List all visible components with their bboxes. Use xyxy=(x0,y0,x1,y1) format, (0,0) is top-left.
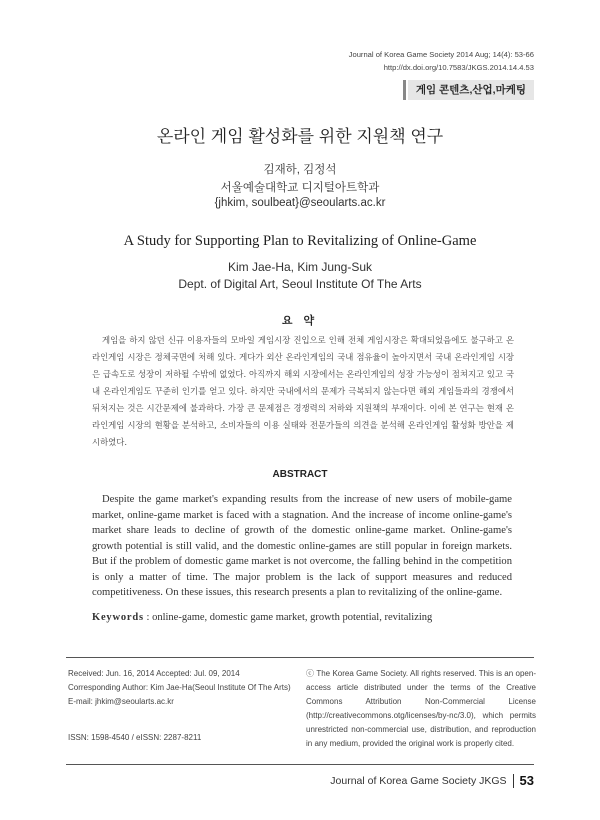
korean-abstract-heading: 요 약 xyxy=(281,315,319,327)
keywords-label: Keywords xyxy=(92,612,144,623)
issn: ISSN: 1598-4540 / eISSN: 2287-8211 xyxy=(68,733,202,742)
abstract-text: Despite the game market's expanding results from the increase of new users of mobile-game market, online-game market is faced with a stagnation. And the increase of income online-game's market share leads to decline of growth of the domestic online-game market. Online-game's growth potential is still valid, and the domestic online-games are still popular in foreign markets. But if the problem of domestic game market is not overcome, the falling behind in the competition is only a matter of time. The major problem is the lack of support measures and reduced competitiveness. On these issues, this research presents a plan to revitalizing of the online-game. xyxy=(92,494,512,598)
abstract-heading: ABSTRACT xyxy=(272,469,328,480)
footer-journal-name: Journal of Korea Game Society JKGS xyxy=(330,774,507,787)
category-marker xyxy=(403,80,406,100)
korean-title: 온라인 게임 활성화를 위한 지원책 연구 xyxy=(156,127,444,146)
korean-authors: 김재하, 김정석 xyxy=(263,164,337,176)
page-footer xyxy=(330,773,534,788)
footer-separator xyxy=(513,774,514,788)
author-emails: {jhkim, soulbeat}@seoularts.ac.kr xyxy=(214,197,386,209)
corresponding-author: Corresponding Author: Kim Jae-Ha(Seoul Institute Of The Arts) xyxy=(68,683,291,692)
footer-divider xyxy=(66,764,534,765)
english-title: A Study for Supporting Plan to Revitalizing of Online-Game xyxy=(123,233,477,249)
english-affiliation: Dept. of Digital Art, Seoul Institute Of The Arts xyxy=(178,277,422,291)
korean-abstract-text: 게임을 하지 않던 신규 이용자들의 모바일 게임시장 진입으로 인해 전체 게임시장은 확대되었음에도 불구하고 온라인게임 시장은 정체국면에 처해 있다. 게다가 외산 온라인게임의 국내 점유율이 높아지면서 국내 온라인게임 시장은 급속도로 성장이 저하될 수밖에 없었다. 아직까지 해외 시장에서는 온라인게임의 성장 가능성이 점쳐지고 있고 국내 온라인게임도 꾸준히 인기를 얻고 있다. 하지만 국내에서의 문제가 극복되지 않는다면 해외 게임들과의 경쟁에서 뒤처지는 것은 시간문제에 불과하다. 가장 큰 문제점은 경쟁력의 저하와 지원책의 부재이다. 이에 본 연구는 현재 온라인게임 시장의 현황을 분석하고, 소비자들의 이용 실태와 전문가들의 의견을 분석해 온라인게임 활성화 방안을 제시하였다. xyxy=(92,335,514,447)
doi-link[interactable]: http://dx.doi.org/10.7583/JKGS.2014.14.4.53 xyxy=(383,63,534,72)
keywords-separator: : xyxy=(143,612,153,623)
corresponding-email: E-mail: jhkim@seoularts.ac.kr xyxy=(68,697,174,706)
english-authors: Kim Jae-Ha, Kim Jung-Suk xyxy=(227,260,373,274)
footnote-divider xyxy=(66,657,534,658)
keywords-text: online-game, domestic game market, growth potential, revitalizing xyxy=(152,612,433,623)
category-tag xyxy=(403,80,534,100)
received-accepted-dates: Received: Jun. 16, 2014 Accepted: Jul. 09, 2014 xyxy=(68,669,240,678)
keywords-line xyxy=(92,612,432,623)
category-label: 게임 콘텐츠,산업,마케팅 xyxy=(408,80,534,100)
journal-citation: Journal of Korea Game Society 2014 Aug; 14(4): 53-66 xyxy=(348,50,534,59)
article-info xyxy=(68,667,298,709)
license-notice: ⓒ The Korea Game Society. All rights reserved. This is an open-access article distributed under the terms of the Creative Commons Attribution Non-Commercial License (http://creativecommons.otg/licenses/by-nc/3.0), which permits unrestricted non-commercial use, distribution, and reproduction in any medium, provided the original work is properly cited. xyxy=(306,669,536,748)
korean-affiliation: 서울예술대학교 디지털아트학과 xyxy=(220,182,380,194)
page-number: 53 xyxy=(519,773,534,788)
